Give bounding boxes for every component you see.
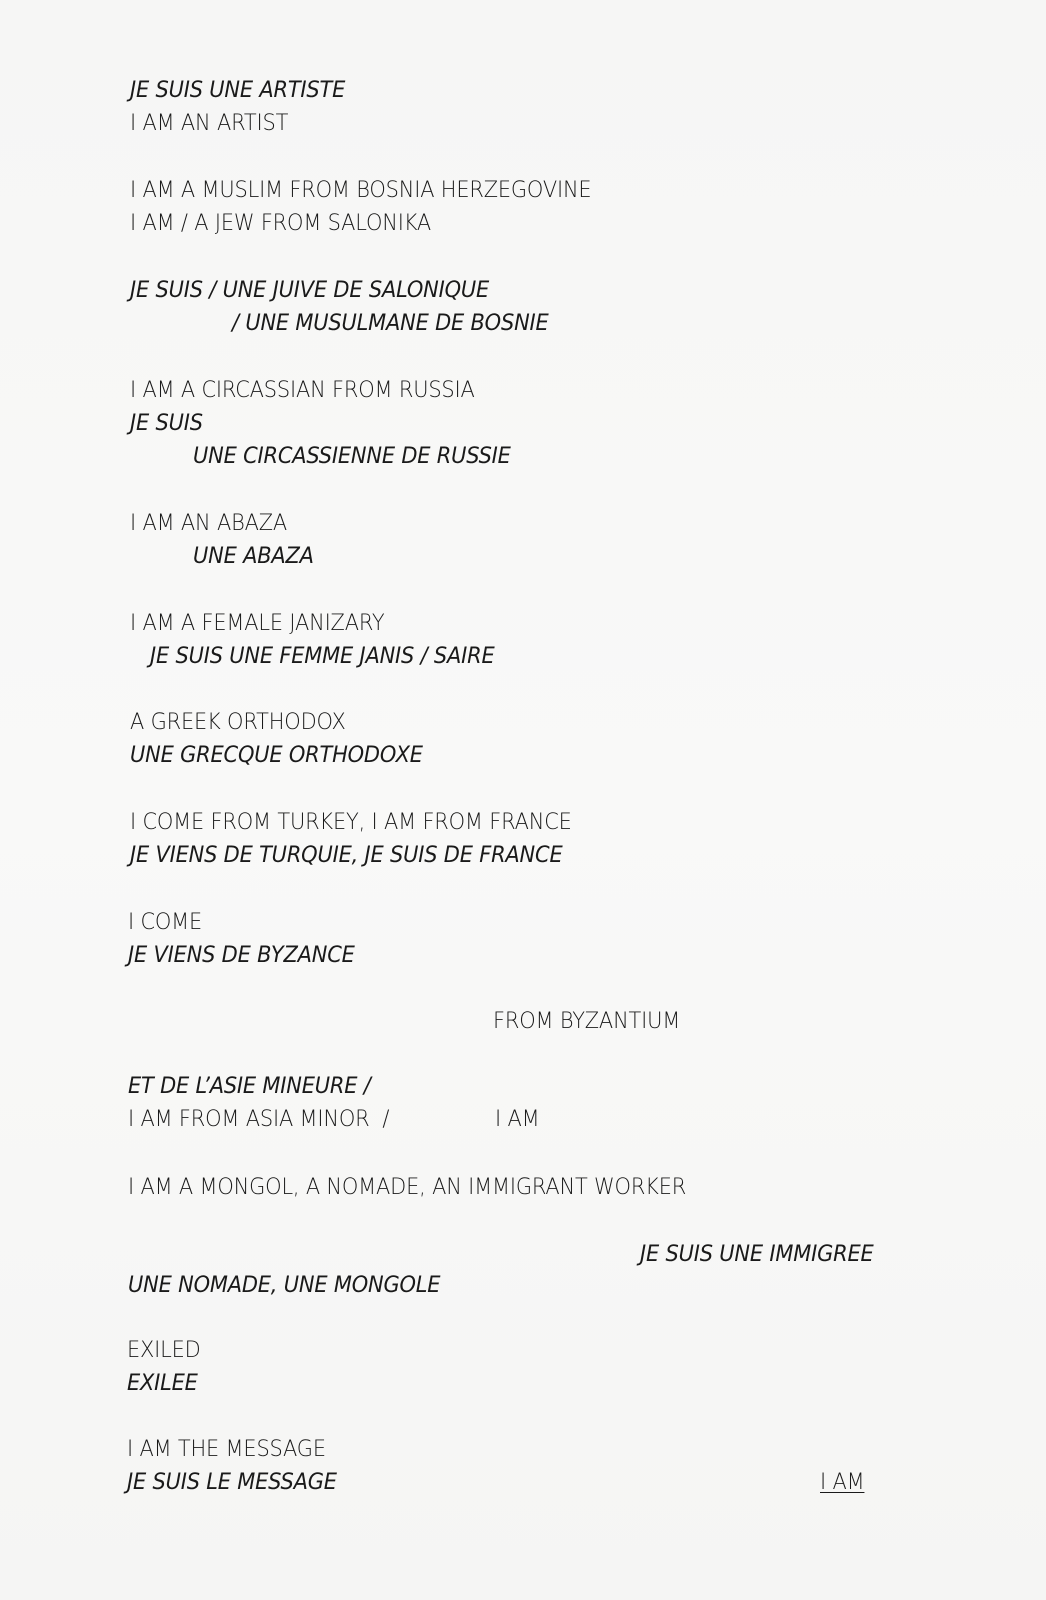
poem-line: JE SUIS / UNE JUIVE DE SALONIQUE bbox=[130, 277, 490, 303]
poem-line: I AM bbox=[495, 1106, 540, 1132]
poem-line: FROM BYZANTIUM bbox=[493, 1008, 681, 1034]
poem-line: JE SUIS UNE FEMME JANIS / SAIRE bbox=[150, 643, 495, 669]
poem-line: JE SUIS UNE IMMIGREE bbox=[640, 1241, 874, 1267]
poem-line: UNE CIRCASSIENNE DE RUSSIE bbox=[193, 443, 511, 469]
poem-line: ET DE L’ASIE MINEURE / bbox=[128, 1073, 371, 1099]
poem-line: I AM A MUSLIM FROM BOSNIA HERZEGOVINE bbox=[130, 177, 592, 203]
poem-line: JE SUIS bbox=[130, 410, 203, 436]
poem-line: EXILED bbox=[127, 1337, 201, 1363]
poem-line: UNE GRECQUE ORTHODOXE bbox=[130, 742, 423, 768]
poem-line: I AM / A JEW FROM SALONIKA bbox=[130, 210, 432, 236]
poem-line: JE SUIS UNE ARTISTE bbox=[130, 77, 346, 103]
closing-signature-line: I AM bbox=[820, 1469, 865, 1495]
poem-line: I COME FROM TURKEY, I AM FROM FRANCE bbox=[130, 809, 572, 835]
poem-line: I COME bbox=[128, 909, 203, 935]
poem-line: I AM FROM ASIA MINOR / bbox=[128, 1106, 390, 1132]
poem-line: JE SUIS LE MESSAGE bbox=[127, 1469, 337, 1495]
poem-line: JE VIENS DE TURQUIE, JE SUIS DE FRANCE bbox=[130, 842, 563, 868]
poem-line: EXILEE bbox=[127, 1370, 198, 1396]
poem-line: I AM AN ARTIST bbox=[130, 110, 289, 136]
poem-line: A GREEK ORTHODOX bbox=[130, 709, 346, 735]
poem-line: I AM A MONGOL, A NOMADE, AN IMMIGRANT WORKER bbox=[128, 1174, 687, 1200]
poem-line: I AM AN ABAZA bbox=[130, 510, 288, 536]
poem-line: I AM THE MESSAGE bbox=[127, 1436, 326, 1462]
poem-line: UNE ABAZA bbox=[193, 543, 314, 569]
poem-line: I AM A FEMALE JANIZARY bbox=[130, 610, 385, 636]
poem-line: I AM A CIRCASSIAN FROM RUSSIA bbox=[130, 377, 475, 403]
poem-line: / UNE MUSULMANE DE BOSNIE bbox=[232, 310, 549, 336]
poem-line: JE VIENS DE BYZANCE bbox=[128, 942, 355, 968]
poem-line: UNE NOMADE, UNE MONGOLE bbox=[128, 1272, 441, 1298]
